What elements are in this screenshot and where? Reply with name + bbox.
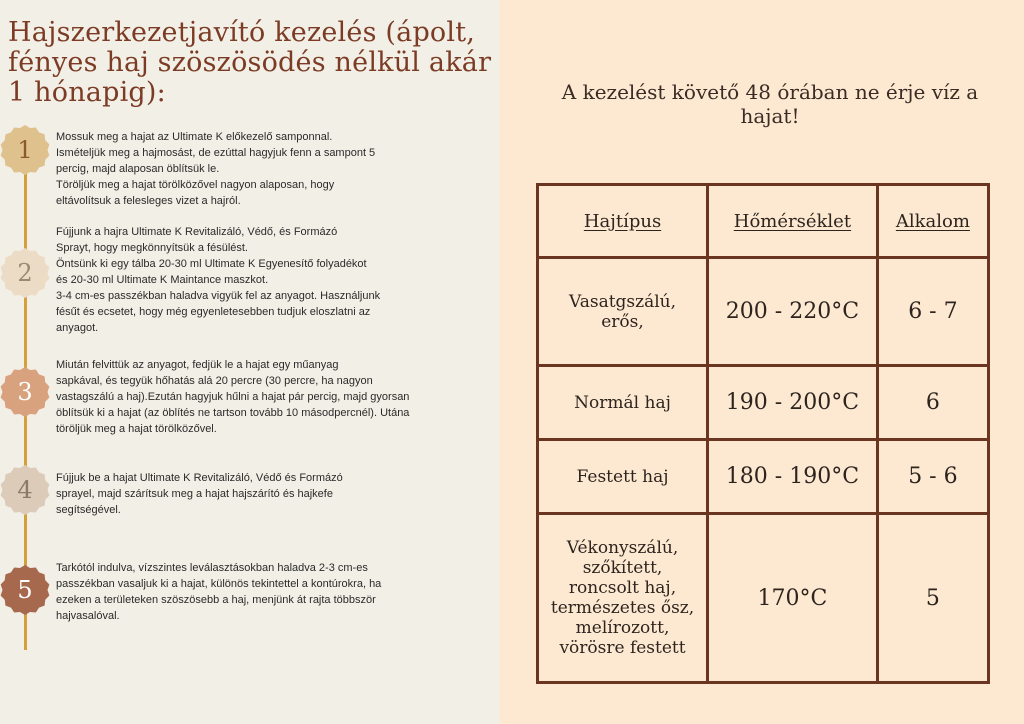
step-line: fésűt és ecsetet, hogy még egyenletesebben tudjuk eloszlatni az — [56, 306, 371, 318]
cell-count: 5 - 6 — [877, 440, 988, 514]
cell-temperature: 170°C — [708, 514, 878, 683]
step-line: 3-4 cm-es passzékban haladva vigyük fel az anyagot. Használjunk — [56, 290, 381, 302]
step-number: 5 — [17, 576, 33, 604]
step-line: Öntsünk ki egy tálba 20-30 ml Ultimate K Egyenesítő folyadékot — [56, 258, 367, 270]
step-line: Mossuk meg a hajat az Ultimate K előkezelő samponnal. — [56, 131, 333, 143]
step-text — [56, 357, 448, 437]
step-line: Tarkótól indulva, vízszintes leválasztásokban haladva 2-3 cm-es — [56, 562, 368, 574]
step-line: anyagot. — [56, 322, 99, 334]
table-row — [538, 440, 989, 514]
cell-count: 5 — [877, 514, 988, 683]
header-count: Alkalom — [877, 185, 988, 258]
step-line: öblítsük ki a hajat (az öblítés ne tartson tovább 10 másodpercnél). Utána — [56, 407, 410, 419]
cell-temperature: 180 - 190°C — [708, 440, 878, 514]
cell-hair-type: Normál haj — [538, 366, 708, 440]
header-hair-type: Hajtípus — [538, 185, 708, 258]
step-line: hajvasalóval. — [56, 610, 120, 622]
step-line: percig, majd alaposan öblítsük le. — [56, 163, 220, 175]
step-line: sprayel, majd szárítsuk meg a hajat hajszárító és hajkefe — [56, 488, 333, 500]
header-temperature: Hőmérséklet — [708, 185, 878, 258]
step-line: passzékban vasaljuk ki a hajat, különös tekintettel a kontúrokra, ha — [56, 578, 382, 590]
cell-hair-type: Vasatgszálú, erős, — [538, 258, 708, 366]
step-line: segítségével. — [56, 504, 121, 516]
step-number: 1 — [17, 136, 33, 164]
step-text — [56, 129, 448, 209]
cell-hair-type: Festett haj — [538, 440, 708, 514]
table-row — [538, 258, 989, 366]
step-line: vastagszálú a haj).Ezután hagyjuk hűlni a hajat pár percig, majd gyorsan — [56, 391, 410, 403]
step-badge — [0, 125, 50, 175]
step-line: Fújjuk be a hajat Ultimate K Revitalizáló, Védő és Formázó — [56, 472, 343, 484]
step-text — [56, 224, 448, 336]
step-line: ezeken a területeken szöszösebb a haj, menjünk át rajta többször — [56, 594, 376, 606]
step-number: 4 — [17, 476, 33, 504]
step-badge — [0, 248, 50, 298]
step-number: 3 — [17, 378, 33, 406]
warning-text: A kezelést követő 48 órában ne érje víz a hajat! — [561, 80, 979, 128]
step-badge — [0, 465, 50, 515]
step-line: és 20-30 ml Ultimate K Maintance maszkot. — [56, 274, 269, 286]
step-line: Töröljük meg a hajat törölközővel nagyon alaposan, hogy — [56, 179, 335, 191]
step-text — [56, 560, 448, 624]
cell-count: 6 - 7 — [877, 258, 988, 366]
step-line: Miután felvittük az anyagot, fedjük le a hajat egy műanyag — [56, 359, 339, 371]
cell-temperature: 200 - 220°C — [708, 258, 878, 366]
settings-table — [536, 183, 990, 684]
table-header-row — [538, 185, 989, 258]
step-text — [56, 470, 448, 518]
step-line: eltávolítsuk a felesleges vizet a hajról. — [56, 195, 241, 207]
step-line: sapkával, és tegyük hőhatás alá 20 percre (30 percre, ha nagyon — [56, 375, 373, 387]
step-badge — [0, 565, 50, 615]
step-line: Ismételjük meg a hajmosást, de ezúttal hagyjuk fenn a sampont 5 — [56, 147, 376, 159]
step-line: Fújjunk a hajra Ultimate K Revitalizáló, Védő, és Formázó — [56, 226, 338, 238]
table-row — [538, 514, 989, 683]
step-line: Sprayt, hogy megkönnyítsük a fésülést. — [56, 242, 248, 254]
step-line: töröljük meg a hajat törölközővel. — [56, 423, 217, 435]
step-number: 2 — [17, 259, 33, 287]
table-row — [538, 366, 989, 440]
cell-count: 6 — [877, 366, 988, 440]
step-badge — [0, 367, 50, 417]
page-title: Hajszerkezetjavító kezelés (ápolt, fényes haj szöszösödés nélkül akár 1 hónapig): — [8, 17, 492, 108]
cell-temperature: 190 - 200°C — [708, 366, 878, 440]
cell-hair-type: Vékonyszálú, szőkített, roncsolt haj, természetes ősz, melírozott, vörösre festett — [538, 514, 708, 683]
